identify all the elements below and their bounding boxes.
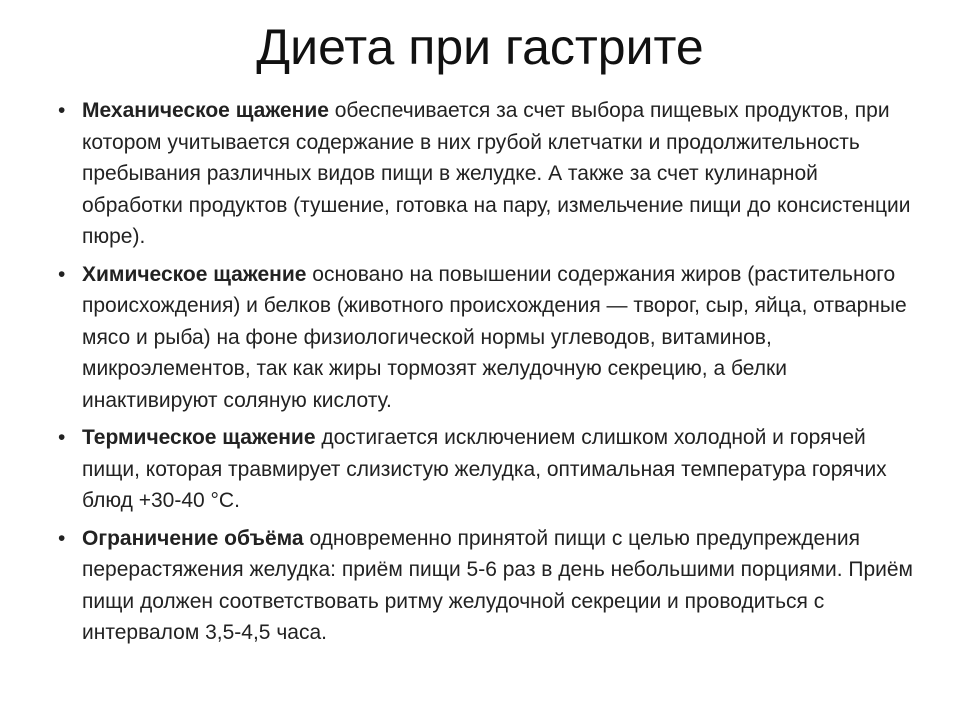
item-text: достигается исключением слишком холодной и горячей пищи, которая травмирует слизистую желудка, оптимальная температура горячих блюд +30-40 °С. [82,426,887,512]
item-term: Термическое щажение [82,426,316,449]
item-text: основано на повышении содержания жиров (растительного происхождения) и белков (животного происхождения — творог, сыр, яйца, отварные мясо и рыба) на фоне физиологической нормы углеводов, витаминов, микроэлементов, так как жиры тормозят желудочную секрецию, а белки инактивируют соляную кислоту. [82,262,907,412]
item-term: Ограничение объёма [82,526,304,550]
list-item-mechanical [58,95,918,253]
bullet-icon: • [58,99,66,122]
item-term: Химическое щажение [82,262,307,286]
list-item-thermal [58,422,918,517]
item-text: обеспечивается за счет выбора пищевых продуктов, при котором учитывается содержание в них грубой клетчатки и продолжительность пребывания различных видов пищи в желудке. А также за счет кулинарной обработки продуктов (тушение, готовка на пару, измельчение пищи до консистенции пюре). [82,99,911,248]
list-item-volume [58,523,918,649]
bullet-icon: • [58,426,66,449]
item-text: одновременно принятой пищи с целью предупреждения перерастяжения желудка: приём пищи 5-6 раз в день небольшими порциями. Приём пищи должен соответствовать ритму желудочной секреции и проводиться с интервалом 3,5-4,5 часа. [82,526,913,644]
bullet-icon: • [58,262,66,286]
bullet-icon: • [58,526,66,550]
bullet-list [58,95,918,655]
item-term: Механическое щажение [82,99,329,122]
slide-title: Диета при гастрите [256,19,704,75]
list-item-chemical [58,259,918,417]
